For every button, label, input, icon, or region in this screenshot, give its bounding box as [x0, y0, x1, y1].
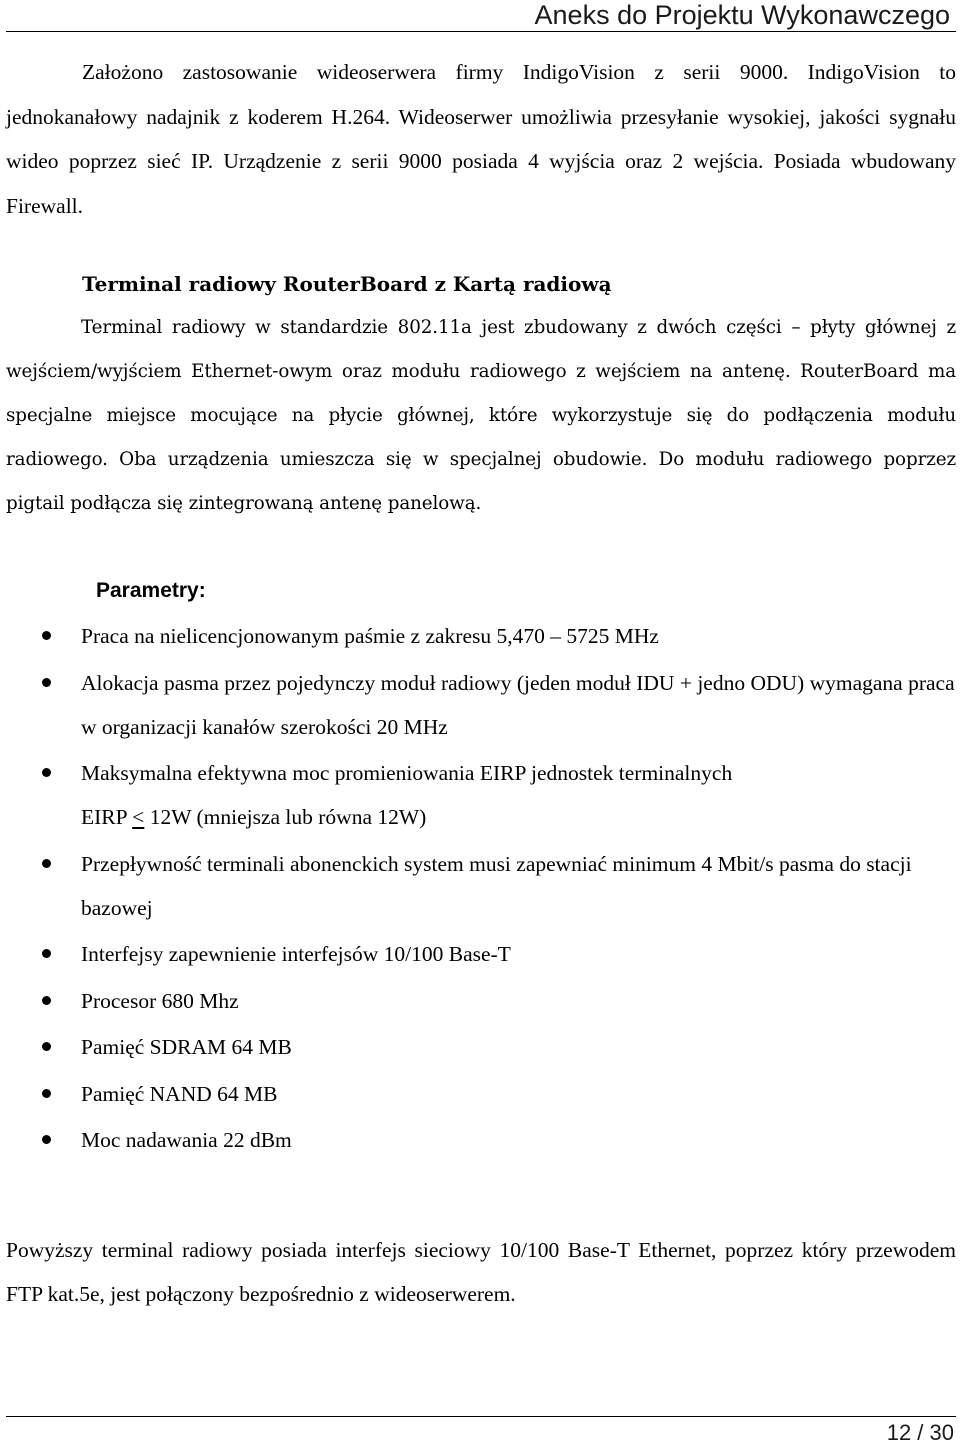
list-item-text: Przepływność terminali abonenckich system musi zapewniać minimum 4 Mbit/s pasma do stacji bazowej	[81, 851, 912, 920]
list-item	[0, 1118, 960, 1162]
terminal-section-heading: Terminal radiowy RouterBoard z Kartą radiową	[82, 272, 612, 296]
list-item-text: Maksymalna efektywna moc promieniowania EIRP jednostek terminalnych	[81, 761, 733, 785]
bullet-icon	[42, 631, 51, 640]
closing-paragraph	[6, 1228, 956, 1316]
bullet-icon	[42, 1089, 51, 1098]
terminal-description-paragraph	[6, 306, 956, 526]
eirp-prefix: EIRP	[81, 805, 133, 829]
list-item-text: Pamięć SDRAM 64 MB	[81, 1035, 292, 1059]
closing-text: Powyższy terminal radiowy posiada interfejs sieciowy 10/100 Base-T Ethernet, poprzez który przewodem FTP kat.5e, jest połączony bezpośrednio z wideoserwerem.	[6, 1238, 956, 1306]
bullet-icon	[42, 859, 51, 868]
footer-divider	[6, 1416, 956, 1417]
list-item	[0, 661, 960, 749]
list-item-text: Praca na nielicencjonowanym paśmie z zakresu 5,470 – 5725 MHz	[81, 624, 659, 648]
terminal-description-text: Terminal radiowy w standardzie 802.11a jest zbudowany z dwóch części – płyty głównej z wejściem/wyjściem Ethernet-owym oraz modułu radiowego z wejściem na antenę. RouterBoard ma specjalne miejsce mocujące na płycie głównej, które wykorzystuje się do podłączenia modułu radiowego. Oba urządzenia umieszcza się w specjalnej obudowie. Do modułu radiowego poprzez pigtail podłącza się zintegrowaną antenę panelową.	[6, 317, 956, 514]
bullet-icon	[42, 768, 51, 777]
bullet-icon	[42, 996, 51, 1005]
header-divider	[6, 31, 956, 32]
bullet-icon	[42, 949, 51, 958]
parameters-heading: Parametry:	[96, 579, 206, 602]
list-item-text: Moc nadawania 22 dBm	[81, 1128, 292, 1152]
intro-text: Założono zastosowanie wideoserwera firmy IndigoVision z serii 9000. IndigoVision to jednokanałowy nadajnik z koderem H.264. Wideoserwer umożliwia przesyłanie wysokiej, jakości sygnału wideo poprzez sieć IP. Urządzenie z serii 9000 posiada 4 wyjścia oraz 2 wejścia. Posiada wbudowany Firewall.	[6, 60, 956, 218]
bullet-icon	[42, 1042, 51, 1051]
list-item	[0, 1025, 960, 1069]
list-item	[0, 979, 960, 1023]
eirp-suffix: 12W (mniejsza lub równa 12W)	[144, 805, 427, 829]
intro-paragraph	[6, 50, 956, 228]
bullet-icon	[42, 1135, 51, 1144]
document-header-title: Aneks do Projektu Wykonawczego	[534, 0, 950, 30]
list-item-text: Procesor 680 Mhz	[81, 988, 239, 1013]
list-item	[0, 751, 960, 839]
page-number: 12 / 30	[886, 1420, 954, 1445]
list-item	[0, 1072, 960, 1116]
list-item	[0, 842, 960, 930]
list-item-text: Pamięć NAND 64 MB	[81, 1081, 278, 1106]
list-item-text: Interfejsy zapewnienie interfejsów 10/100 Base-T	[81, 942, 511, 966]
parameters-list	[0, 614, 960, 1165]
less-or-equal-symbol: <	[132, 805, 145, 829]
bullet-icon	[42, 678, 51, 687]
list-item	[0, 614, 960, 658]
list-item-text: Alokacja pasma przez pojedynczy moduł radiowy (jeden moduł IDU + jedno ODU) wymagana praca w organizacji kanałów szerokości 20 MHz	[81, 670, 955, 739]
list-item	[0, 932, 960, 976]
